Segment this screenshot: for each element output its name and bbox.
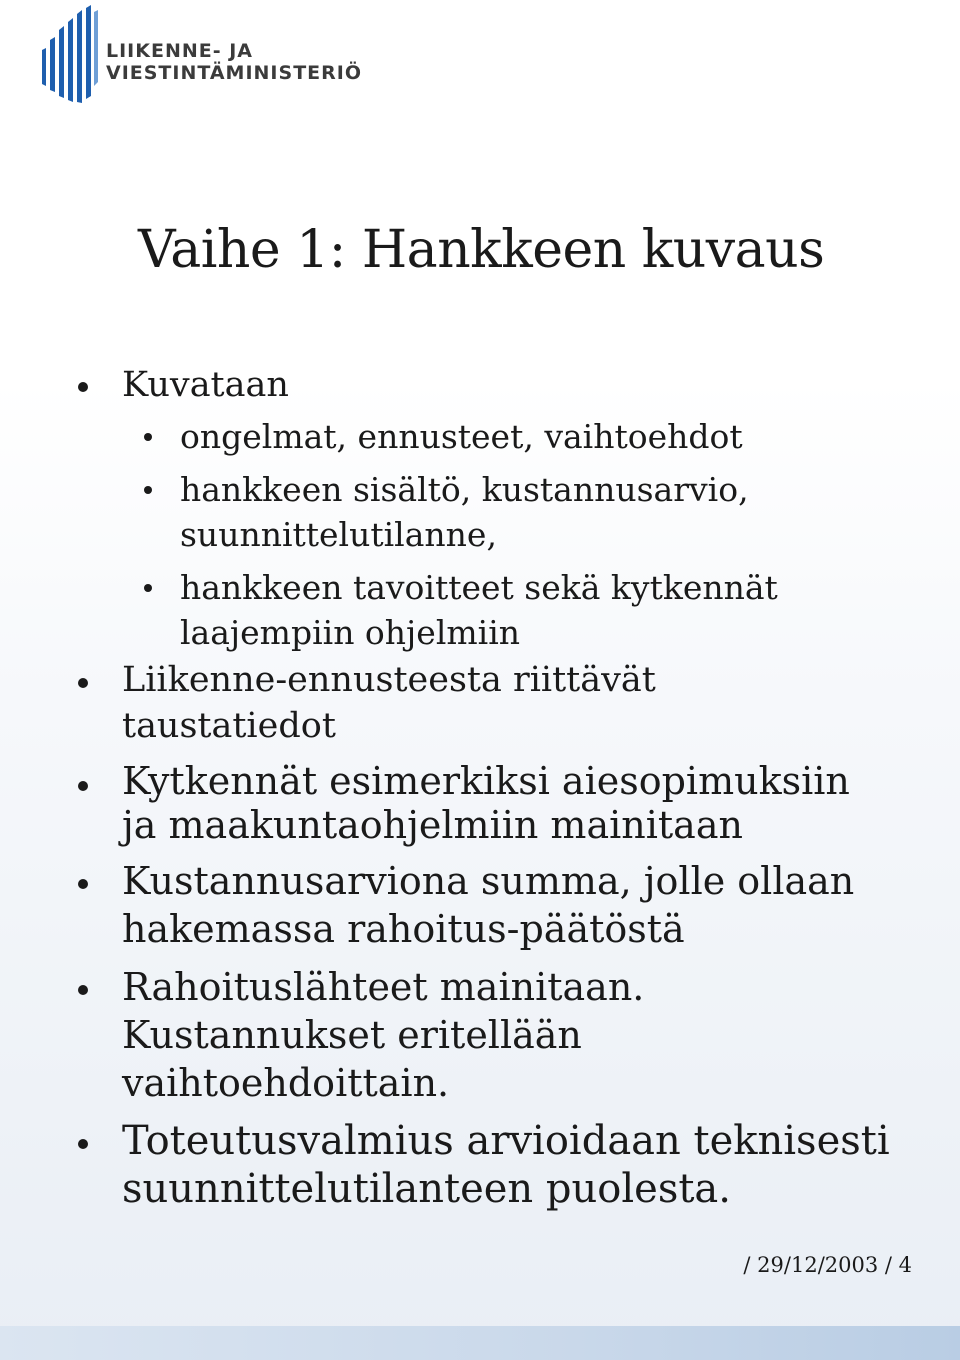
list-item-line: taustatiedot xyxy=(122,706,336,746)
logo-line-2: VIESTINTÄMINISTERIÖ xyxy=(106,62,362,84)
list-item xyxy=(0,657,960,749)
bullet-dot-icon xyxy=(144,433,152,441)
ministry-logo xyxy=(38,4,378,104)
sub-bullet-list xyxy=(122,414,960,655)
bullet-list xyxy=(0,362,960,1213)
list-item-line: Kustannukset eritellään xyxy=(122,1013,582,1057)
bullet-dot-icon xyxy=(78,382,88,392)
bullet-dot-icon xyxy=(78,678,88,688)
bullet-dot-icon xyxy=(144,486,152,494)
logo-line-1: LIIKENNE- JA xyxy=(106,40,254,62)
sub-list-item-line: ongelmat, ennusteet, vaihtoehdot xyxy=(180,417,743,456)
sub-list-item-line: suunnittelutilanne, xyxy=(180,515,497,554)
list-item-line: Kustannusarviona summa, jolle ollaan xyxy=(122,859,855,903)
list-item xyxy=(0,963,960,1107)
list-item xyxy=(0,857,960,953)
list-item-line: Kytkennät esimerkiksi aiesopimuksiin xyxy=(122,759,850,803)
list-item-line: Toteutusvalmius arvioidaan teknisesti xyxy=(122,1118,890,1164)
sub-list-item xyxy=(122,414,960,459)
list-item-line: Liikenne-ennusteesta riittävät xyxy=(122,660,656,700)
bullet-dot-icon xyxy=(78,781,88,791)
list-item-line: vaihtoehdoittain. xyxy=(122,1061,450,1105)
ministry-logo-icon xyxy=(38,4,108,104)
sub-list-item-line: hankkeen tavoitteet sekä kytkennät xyxy=(180,568,778,607)
list-item xyxy=(0,362,960,655)
bullet-dot-icon xyxy=(78,1139,88,1149)
bullet-dot-icon xyxy=(78,985,88,995)
slide-title: Vaihe 1: Hankkeen kuvaus xyxy=(138,220,825,280)
bullet-dot-icon xyxy=(144,584,152,592)
list-item-line: hakemassa rahoitus-päätöstä xyxy=(122,907,685,951)
list-item-line: suunnittelutilanteen puolesta. xyxy=(122,1166,731,1212)
bullet-dot-icon xyxy=(78,879,88,889)
footer-band xyxy=(0,1326,960,1360)
ministry-logo-text xyxy=(106,40,362,84)
sub-list-item-line: laajempiin ohjelmiin xyxy=(180,613,521,652)
list-item xyxy=(0,759,960,847)
sub-list-item-line: hankkeen sisältö, kustannusarvio, xyxy=(180,470,749,509)
sub-list-item xyxy=(122,565,960,655)
footer-page-info: / 29/12/2003 / 4 xyxy=(743,1253,912,1277)
list-item-line: ja maakuntaohjelmiin mainitaan xyxy=(122,803,743,847)
list-item-line: Rahoituslähteet mainitaan. xyxy=(122,965,645,1009)
list-item xyxy=(0,1117,960,1213)
list-item-line: Kuvataan xyxy=(122,365,289,405)
sub-list-item xyxy=(122,467,960,557)
